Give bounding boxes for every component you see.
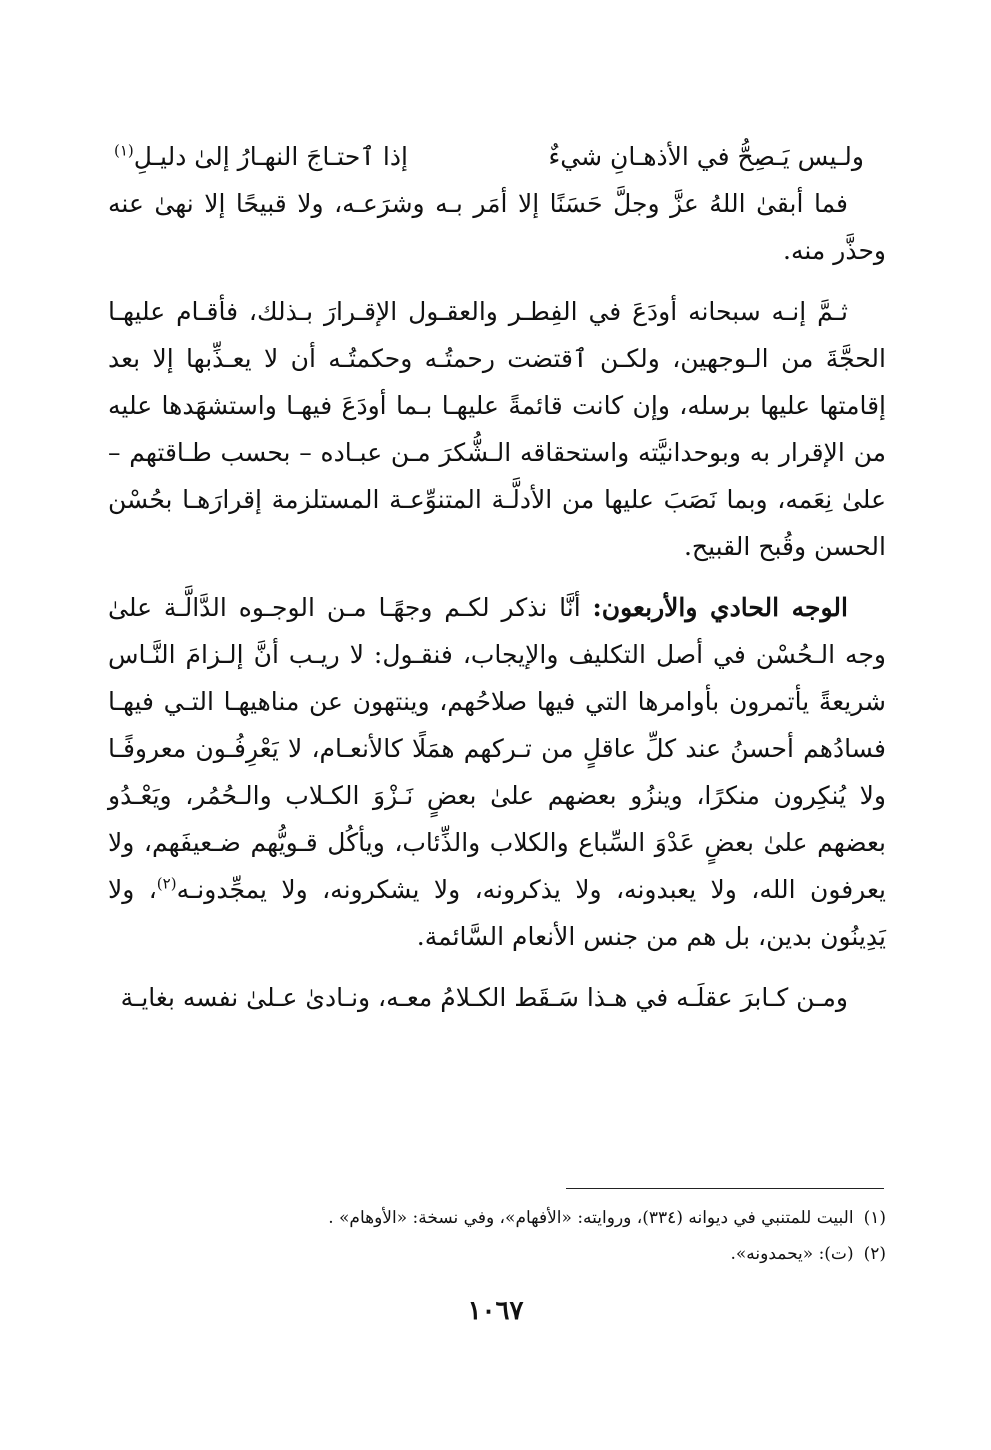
footnote-2 [108, 1236, 886, 1272]
footnote-2-text: (ت): «يحمدونه». [730, 1244, 854, 1264]
footnote-1-number: (١) [863, 1208, 886, 1228]
footnote-1 [108, 1200, 886, 1236]
paragraph-3-tail: ، ولا يَدِينُون بدين، بل هم من جنس الأنعام السَّائمة. [108, 875, 886, 951]
paragraph-4 [108, 974, 886, 1021]
verse-second-hemistich [114, 133, 408, 180]
paragraph-3 [108, 584, 886, 960]
footnote-separator [566, 1188, 884, 1189]
paragraph-1-text: فما أبقىٰ اللهُ عزَّ وجلَّ حَسَنًا إلا أمَر بـه وشرَعـه، ولا قبيحًا إلا نهىٰ عنه وحذَّر منه. [108, 189, 886, 265]
verse-second-hemistich-text: إذا ٱحتـاجَ النهـارُ إلىٰ دليـلِ [133, 142, 408, 171]
footnote-mark-1: (١) [114, 141, 134, 160]
footnote-mark-2: (٢) [156, 874, 177, 893]
paragraph-2-text: ثـمَّ إنـه سبحانه أودَعَ في الفِطـر والعقـول الإقـرارَ بـذلك، فأقـام عليهـا الحجَّةَ من الـوجهين، ولكـن ٱقتضت رحمتُـه وحكمتُـه أن لا يعـذِّبها إلا بعد إقامتها عليها برسله، وإن كانت قائمةً عليهـا بـما أودَعَ فيهـا واستشهَدها عليه من الإقرار به وبوحدانيَّته واستحقاقه الـشُّكرَ مـن عبـاده – بحسب طـاقتهم – علىٰ نِعَمه، وبما نَصَبَ عليها من الأدلَّـة المتنوِّعـة المستلزمة إقرارَهـا بحُسْن الحسن وقُبح القبيح. [108, 297, 886, 561]
paragraph-1 [108, 180, 886, 274]
paragraph-4-text: ومـن كـابرَ عقلَـه في هـذا سَـقَط الكـلامُ معـه، ونـادىٰ عـلىٰ نفسه بغايـة [120, 983, 848, 1012]
section-heading-inline: الوجه الحادي والأربعون: [592, 593, 848, 622]
paragraph-3-text: أنَّا نذكر لكـم وجهًـا مـن الوجـوه الدَّالَّـة علىٰ وجه الـحُسْن في أصل التكليف والإيجاب، فنقـول: لا ريـب أنَّ إلـزامَ النَّـاس شريعةً يأتمرون بأوامرها التي فيها صلاحُهم، وينتهون عن مناهيهـا التـي فيهـا فسادُهم أحسنُ عند كلِّ عاقلٍ من تـركهم همَلًا كالأنعـام، لا يَعْرِفُـون معروفًـا ولا يُنكِرون منكرًا، وينزُو بعضهم علىٰ بعضٍ نَـزْوَ الكـلاب والـحُمُر، ويَعْـدُو بعضهم علىٰ بعضٍ عَدْوَ السِّباع والكلاب والذِّئاب، ويأكُل قـويُّهم ضـعيفَهم، ولا يعرفون الله، ولا يعبدونه، ولا يذكرونه، ولا يشكرونه، ولا يمجِّدونـه [108, 593, 886, 904]
paragraph-2 [108, 288, 886, 570]
poetry-verse [108, 133, 886, 180]
footnote-1-text: البيت للمتنبي في ديوانه (٣٣٤)، وروايته: «الأفهام»، وفي نسخة: «الأوهام» . [328, 1208, 854, 1228]
footnotes [108, 1200, 886, 1272]
verse-first-hemistich: ولـيس يَـصِحُّ في الأذهـانِ شيءٌ [548, 142, 864, 171]
footnote-2-number: (٢) [863, 1244, 886, 1264]
main-text [108, 133, 886, 1035]
page-number: ١٠٦٧ [467, 1296, 524, 1326]
